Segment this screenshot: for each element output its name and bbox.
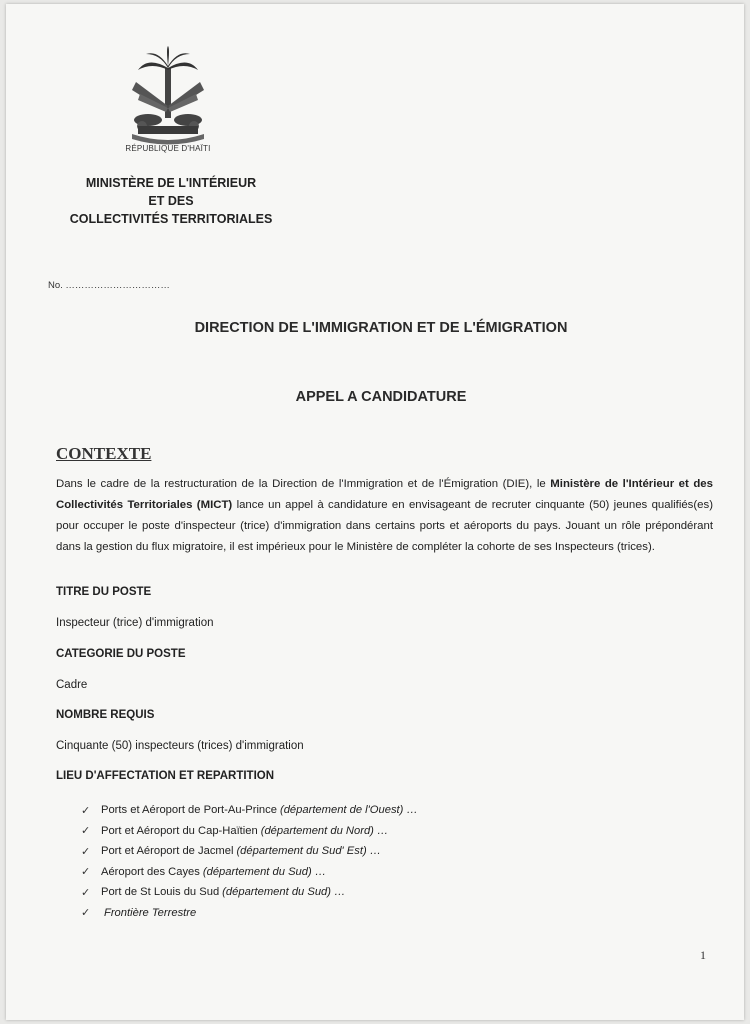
location-dept: (département de l'Ouest) … <box>279 804 418 817</box>
checkmark-icon: ✓ <box>81 907 91 920</box>
emblem-caption: RÉPUBLIQUE D'HAÏTI <box>125 144 211 153</box>
location-place: Port et Aéroport de Jacmel <box>101 845 234 858</box>
list-item <box>81 800 418 821</box>
section-value-categorie: Cadre <box>56 679 88 691</box>
context-text-2: lance un appel à candidature en envisageant de recruter cinquante (50) jeunes qualifiés(es) pour occuper le poste d'inspecteur (trice) d'immigration dans certains ports et aéroports du pays. Jouant un rôle prépondérant dans la gestion du flux migratoire, il est impérieux pour le Ministère de compléter la cohorte de ses Inspecteurs (trices). <box>56 499 713 553</box>
ministry-line-1: MINISTÈRE DE L'INTÉRIEUR <box>85 176 257 190</box>
list-item <box>81 903 418 924</box>
document-title: DIRECTION DE L'IMMIGRATION ET DE L'ÉMIGRATION <box>194 320 568 336</box>
section-value-titre: Inspecteur (trice) d'immigration <box>56 617 214 629</box>
location-place: Aéroport des Cayes <box>101 865 200 878</box>
list-item <box>81 841 418 862</box>
section-heading-titre: TITRE DU POSTE <box>56 586 152 598</box>
context-text-1: Dans le cadre de la restructuration de la Direction de l'Immigration et de l'Émigration (DIE), le <box>56 478 551 490</box>
checkmark-icon: ✓ <box>81 845 91 858</box>
list-item <box>81 862 418 883</box>
ministry-line-3: COLLECTIVITÉS TERRITORIALES <box>69 212 273 226</box>
location-dept: (département du Sud' Est) … <box>236 845 381 858</box>
reference-number: No. …………………………… <box>48 280 170 291</box>
location-place: Ports et Aéroport de Port-Au-Prince <box>101 804 277 817</box>
location-dept: (département du Sud) … <box>202 865 327 878</box>
location-dept: Frontière Terrestre <box>104 906 197 919</box>
location-place: Port et Aéroport du Cap-Haïtien <box>101 824 258 837</box>
location-place: Port de St Louis du Sud <box>101 886 220 899</box>
checkmark-icon: ✓ <box>81 825 91 838</box>
checkmark-icon: ✓ <box>81 804 91 817</box>
document-page <box>6 4 744 1020</box>
list-item <box>81 821 418 842</box>
context-paragraph <box>56 474 713 558</box>
document-subtitle: APPEL A CANDIDATURE <box>295 389 467 405</box>
section-value-nombre: Cinquante (50) inspecteurs (trices) d'immigration <box>56 740 304 752</box>
checkmark-icon: ✓ <box>81 886 91 899</box>
section-heading-lieu: LIEU D'AFFECTATION ET REPARTITION <box>56 770 275 782</box>
location-dept: (département du Nord) … <box>260 824 389 837</box>
section-heading-categorie: CATEGORIE DU POSTE <box>56 648 186 660</box>
locations-list <box>81 800 418 923</box>
context-heading: CONTEXTE <box>56 444 152 463</box>
page-number: 1 <box>700 948 706 962</box>
location-dept: (département du Sud) … <box>222 886 346 899</box>
list-item <box>81 882 418 903</box>
context-ministry-bold: Ministère de l'Intérieur et des Collectivités Territoriales (MICT) <box>56 478 713 511</box>
coat-of-arms-emblem <box>118 46 218 146</box>
section-heading-nombre: NOMBRE REQUIS <box>56 709 155 721</box>
ministry-name <box>46 174 296 228</box>
ministry-line-2: ET DES <box>148 194 194 208</box>
checkmark-icon: ✓ <box>81 866 91 879</box>
